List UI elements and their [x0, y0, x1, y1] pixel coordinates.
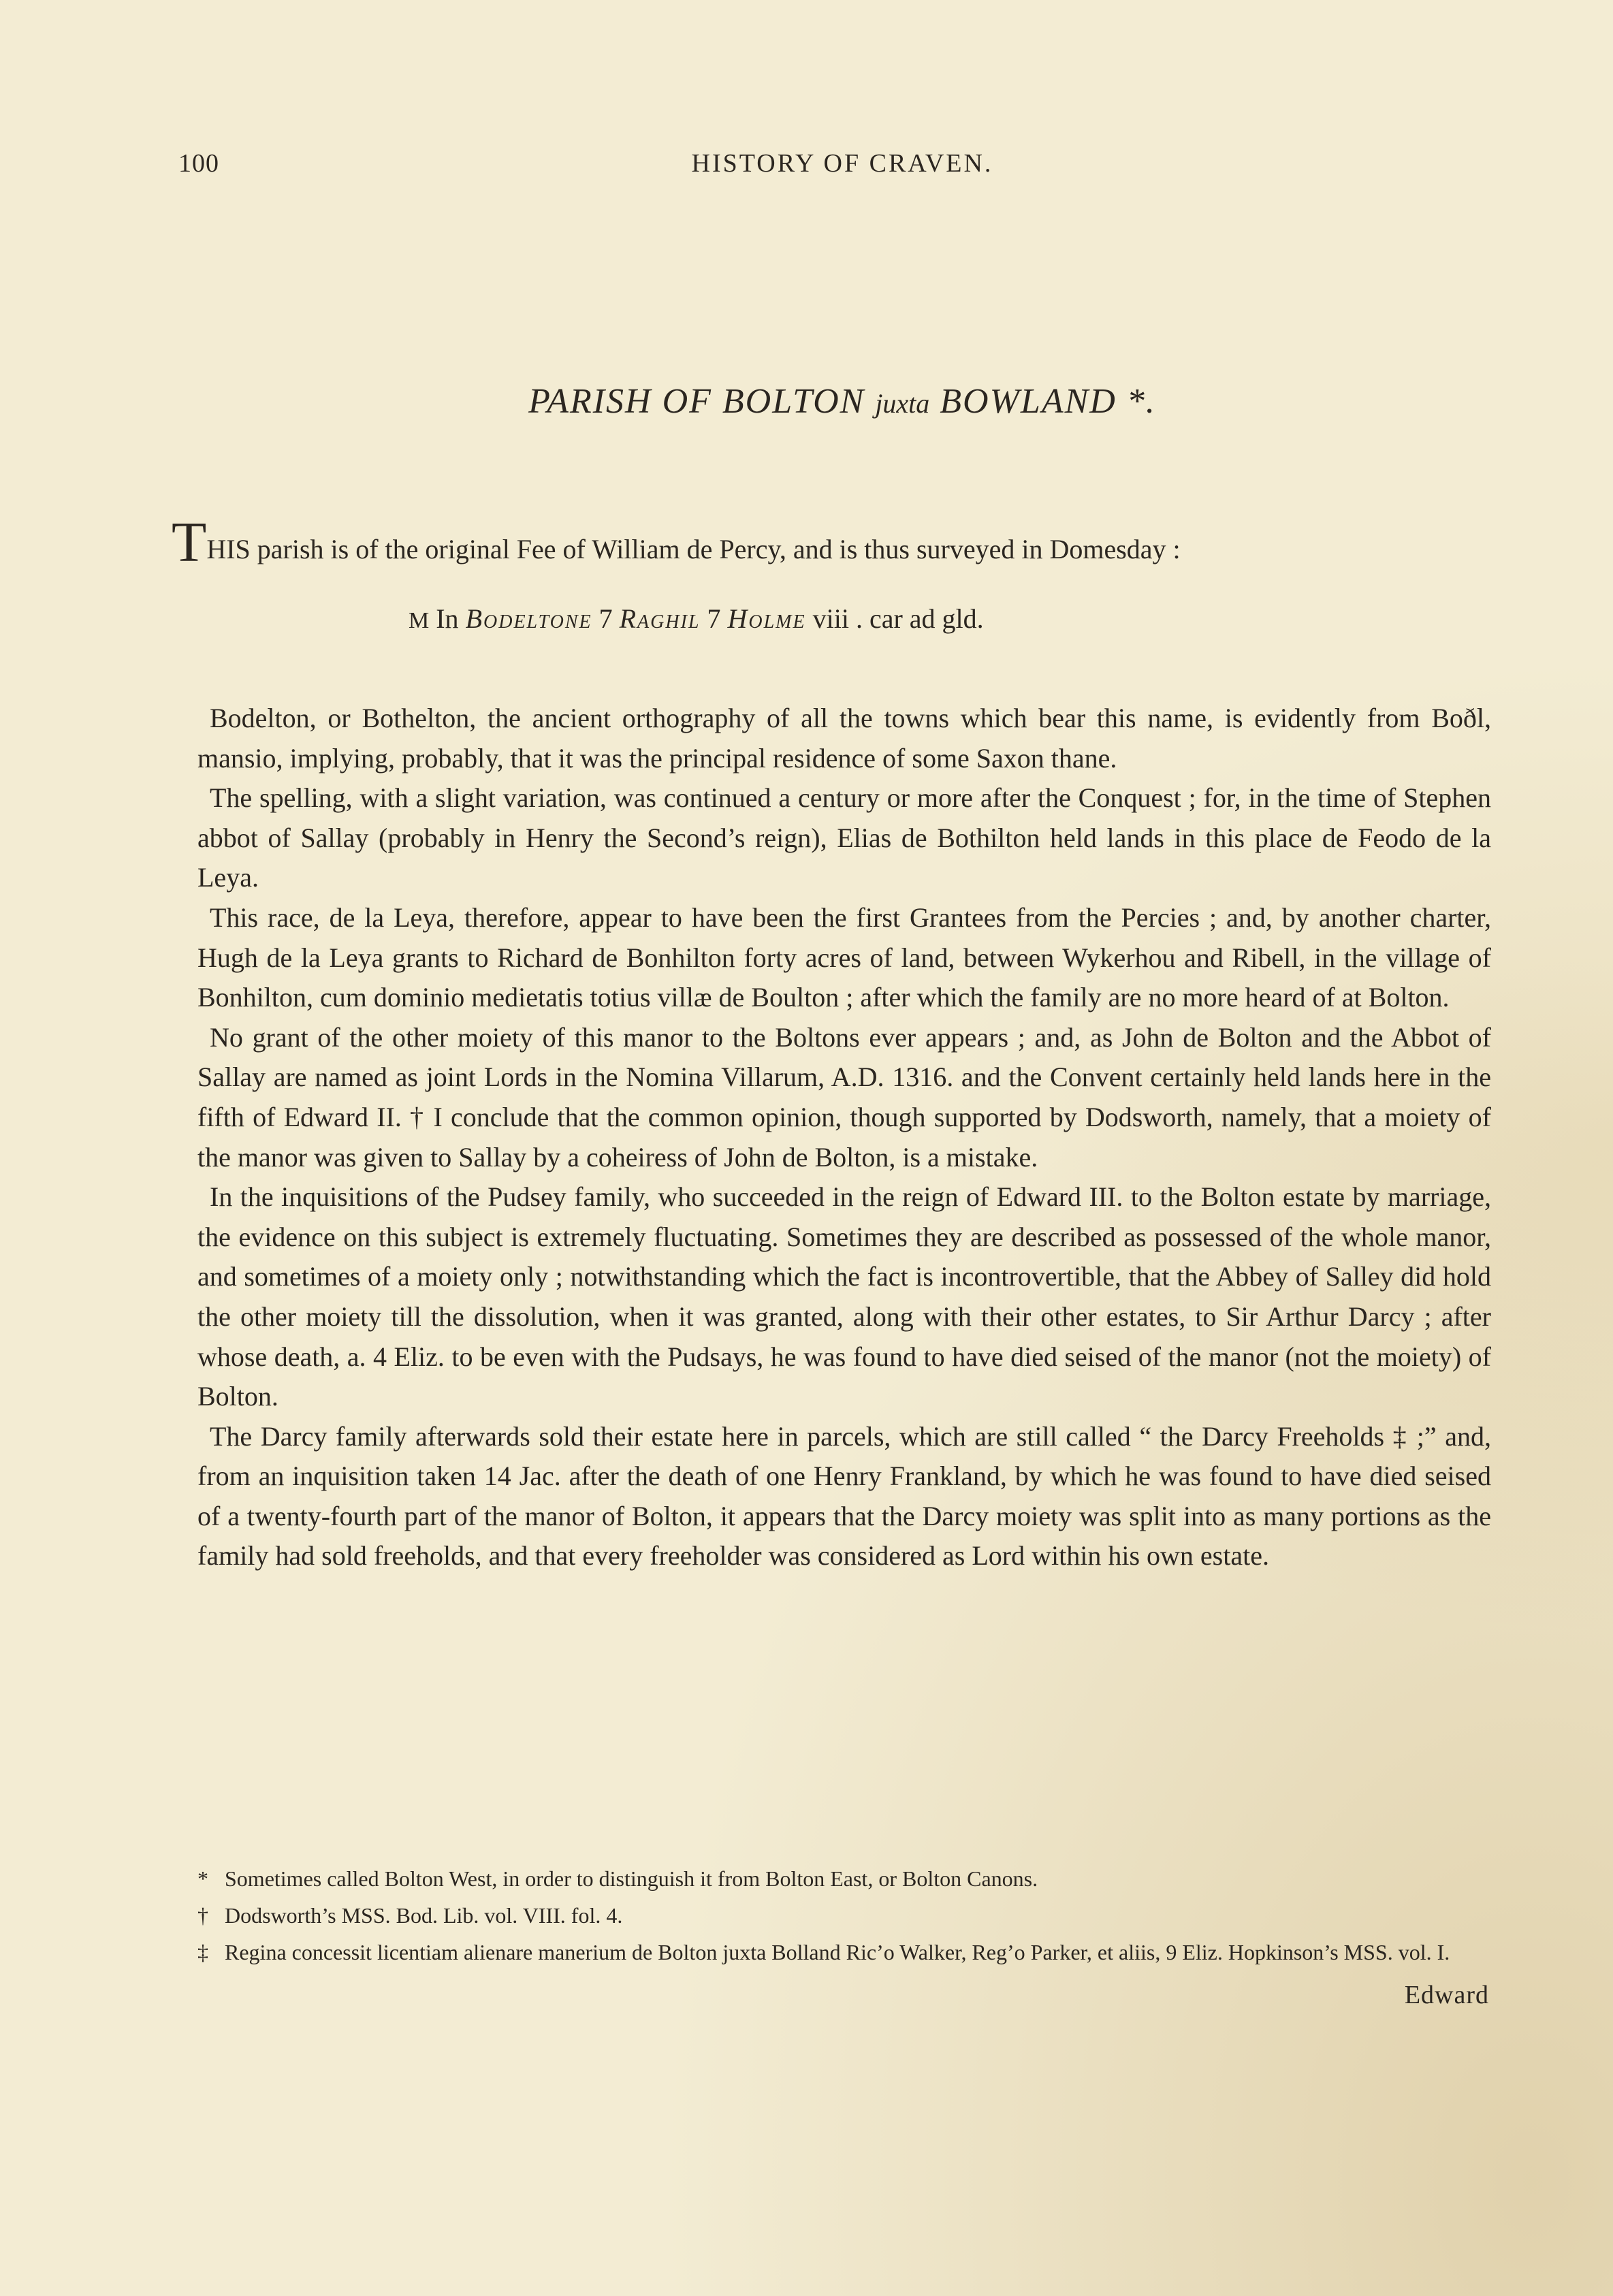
domesday-place-2: Raghil — [619, 603, 701, 634]
footnotes — [197, 1862, 1491, 1973]
footnote — [197, 1936, 1491, 1968]
domesday-amp-1: 7 — [598, 603, 613, 634]
footnote — [197, 1899, 1491, 1932]
footnote-mark: † — [197, 1903, 208, 1928]
paragraph: The spelling, with a slight variation, was continued a century or more after the Conquest ; for, in the time of Stephen abbot of Sallay (probably in Henry the Second’s reign), Elias de Bothilton held lands in this place de Feodo de la Leya. — [197, 782, 1491, 893]
paragraph: This race, de la Leya, therefore, appear to have been the first Grantees from the Percies ; and, by another charter, Hugh de la Leya grants to Richard de Bonhilton forty acres of land, between Wykerhou and Ribell, in the village of Bonhilton, cum dominio medietatis totius villæ de Boulton ; after which the family are no more heard of at Bolton. — [197, 902, 1491, 1013]
section-title — [178, 381, 1506, 421]
footnote-mark: * — [197, 1866, 208, 1891]
opening-line — [172, 511, 1506, 574]
footnote-mark: ‡ — [197, 1940, 208, 1964]
running-title: HISTORY OF CRAVEN. — [691, 149, 993, 178]
domesday-tail: viii . car ad gld. — [812, 603, 984, 634]
paragraph: No grant of the other moiety of this manor to the Boltons ever appears ; and, as John de Bolton and the Abbot of Sallay are named as joint Lords in the Nomina Villarum, A.D. 1316. and the Convent certainly held lands here in the fifth of Edward II. † I conclude that the common opinion, though supported by Dodsworth, namely, that a moiety of the manor was given to Sallay by a coheiress of John de Bolton, is a mistake. — [197, 1021, 1491, 1173]
footnote — [197, 1862, 1491, 1895]
domesday-sign: M — [409, 608, 430, 633]
section-title-juxta: juxta — [875, 388, 930, 419]
domesday-entry — [409, 599, 1294, 641]
paragraph: In the inquisitions of the Pudsey family, who succeeded in the reign of Edward III. to the Bolton estate by marriage, the evidence on this subject is extremely fluctuating. Sometimes they are described as possessed of the whole manor, and sometimes of a moiety only ; notwithstanding which the fact is incontrovertible, that the Abbey of Salley did hold the other moiety till the dissolution, when it was granted, along with their other estates, to Sir Arthur Darcy ; after whose death, a. 4 Eliz. to be even with the Pudsays, he was found to have died seised of the manor (not the moiety) of Bolton. — [197, 1181, 1491, 1412]
domesday-amp-2: 7 — [707, 603, 721, 634]
catchword: Edward — [1404, 1981, 1489, 2009]
page-number: 100 — [178, 149, 219, 178]
running-head — [178, 148, 1506, 189]
opening-text: HIS parish is of the original Fee of William de Percy, and is thus surveyed in Domesday : — [206, 534, 1181, 564]
body-text — [197, 699, 1491, 1576]
paragraph: Bodelton, or Bothelton, the ancient orthography of all the towns which bear this name, is evidently from Boðl, mansio, implying, probably, that it was the principal residence of some Saxon thane. — [197, 703, 1491, 774]
footnote-text: Sometimes called Bolton West, in order to distinguish it from Bolton East, or Bolton Canons. — [225, 1866, 1038, 1891]
section-title-main: PARISH OF BOLTON — [528, 382, 865, 421]
domesday-place-3: Holme — [727, 603, 806, 634]
domesday-place-1: Bodeltone — [465, 603, 592, 634]
footnote-text: Dodsworth’s MSS. Bod. Lib. vol. VIII. fol. 4. — [225, 1903, 623, 1928]
drop-cap: T — [172, 511, 207, 574]
domesday-lead: In — [436, 603, 459, 634]
footnote-text: Regina concessit licentiam alienare manerium de Bolton juxta Bolland Ric’o Walker, Reg’o Parker, et aliis, 9 Eliz. Hopkinson’s MSS. vol. I. — [225, 1940, 1450, 1964]
paragraph: The Darcy family afterwards sold their estate here in parcels, which are still called “ the Darcy Freeholds ‡ ;” and, from an inquisition taken 14 Jac. after the death of one Henry Frankland, by which he was found to have died seised of a twenty-fourth part of the manor of Bolton, it appears that the Darcy moiety was split into as many portions as the family had sold freeholds, and that every freeholder was considered as Lord within his own estate. — [197, 1420, 1491, 1572]
section-title-end: BOWLAND *. — [940, 382, 1156, 421]
